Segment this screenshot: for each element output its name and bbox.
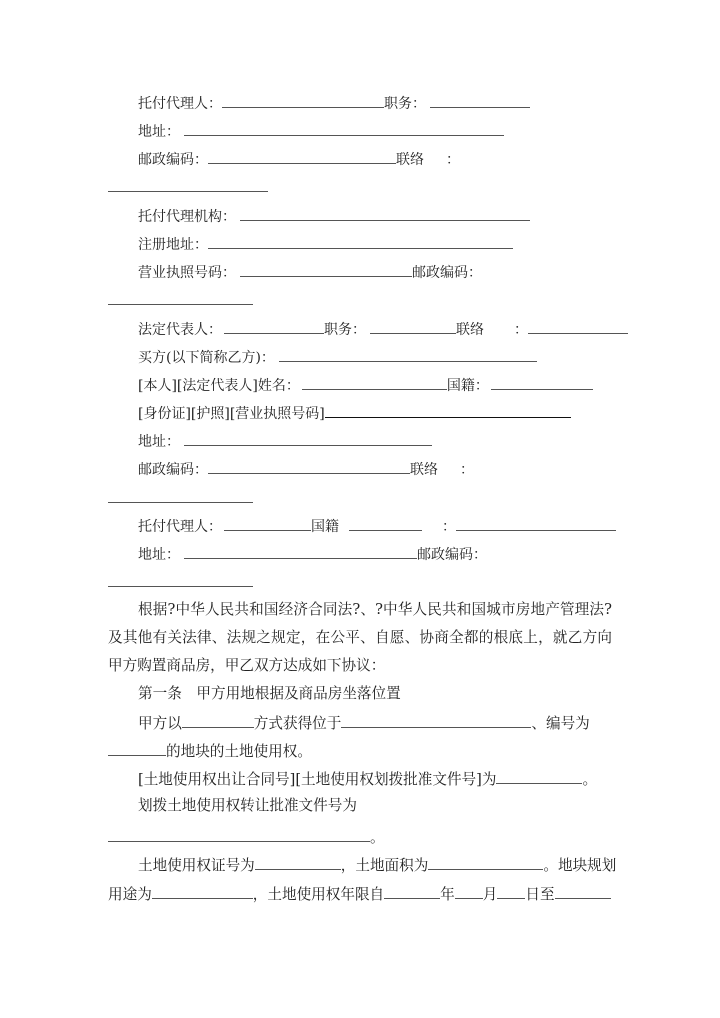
text: 年 <box>440 886 455 903</box>
colon: ： <box>442 519 456 535</box>
address-label: 地址： <box>138 124 180 140</box>
contract-number-blank[interactable] <box>496 769 582 784</box>
address-blank[interactable] <box>184 121 504 136</box>
text: 。 <box>582 771 598 788</box>
buyer-id-row <box>138 403 571 423</box>
name-label: [本人][法定代表人]姓名： <box>138 378 300 394</box>
id-blank[interactable] <box>325 403 571 418</box>
certificate-blank[interactable] <box>255 855 341 870</box>
preamble-paragraph: 根据?中华人民共和国经济合同法?、?中华人民共和国城市房地产管理法?及其他有关法律、法规之规定，在公平、自愿、协商全都的根底上，就乙方向甲方购置商品房，甲乙双方达成如下协议： <box>108 601 612 674</box>
postcode-blank[interactable] <box>108 572 253 587</box>
contact-colon: ： <box>460 462 474 478</box>
postcode-row <box>108 572 253 592</box>
nationality-label: 国籍： <box>446 378 489 394</box>
transfer-doc-blank[interactable] <box>108 827 370 842</box>
agent-label: 托付代理人： <box>138 519 222 535</box>
position-label: 职务： <box>384 96 426 112</box>
year-blank[interactable] <box>384 884 440 899</box>
contact-row <box>108 488 253 508</box>
postcode-row <box>108 290 253 310</box>
text: 用途为 <box>108 886 152 903</box>
buyer-row <box>138 347 537 367</box>
legal-rep-row <box>138 319 628 339</box>
text: 的地块的土地使用权。 <box>166 743 312 760</box>
text: 甲方以 <box>138 715 182 732</box>
article-1-title: 第一条 甲方用地根据及商品房坐落位置 <box>138 685 401 702</box>
plot-number-blank[interactable] <box>108 741 166 756</box>
postcode-label: 邮政编码： <box>417 547 487 563</box>
agency-label: 托付代理机构： <box>138 209 236 225</box>
text: 月 <box>482 886 498 903</box>
reg-address-blank[interactable] <box>208 234 513 249</box>
address-blank[interactable] <box>184 544 417 559</box>
text: 方式获得位于 <box>253 715 342 732</box>
postcode-blank[interactable] <box>208 459 410 474</box>
article-1-line-4: 划拨土地使用权转让批准文件号为 <box>138 797 357 814</box>
position-blank[interactable] <box>430 93 530 108</box>
license-blank[interactable] <box>240 262 412 277</box>
agent-blank[interactable] <box>224 516 311 531</box>
address-blank[interactable] <box>184 431 432 446</box>
contact-label: 联络 <box>410 462 438 478</box>
postcode-blank[interactable] <box>108 290 253 305</box>
buyer-address-row <box>138 431 432 451</box>
contact-colon: ： <box>446 152 460 168</box>
article-1-line-1 <box>138 713 590 733</box>
buyer-agent-address-row <box>138 544 487 564</box>
seller-agent-address-row <box>138 121 504 141</box>
text: 。 <box>370 829 385 846</box>
address-label: 地址： <box>138 434 180 450</box>
position-blank[interactable] <box>370 319 456 334</box>
day-blank[interactable] <box>497 884 525 899</box>
agent-name-blank[interactable] <box>222 93 384 108</box>
legal-rep-label: 法定代表人： <box>138 322 222 338</box>
license-label: 营业执照号码： <box>138 265 236 281</box>
seller-agent-postcode-row <box>138 149 460 169</box>
nationality-blank[interactable] <box>349 516 422 531</box>
article-1-line-5 <box>108 827 385 847</box>
postcode-blank[interactable] <box>208 149 396 164</box>
contact-blank[interactable] <box>108 488 253 503</box>
reg-address-row <box>138 234 513 254</box>
month-blank[interactable] <box>455 884 483 899</box>
usage-blank[interactable] <box>152 884 253 899</box>
contact-label: 联络 <box>396 152 424 168</box>
agent-label: 托付代理人： <box>138 96 222 112</box>
buyer-label: 买方(以下简称乙方)： <box>138 350 275 366</box>
contact-colon: ： <box>514 322 528 338</box>
address-label: 地址： <box>138 547 180 563</box>
buyer-blank[interactable] <box>279 347 537 362</box>
buyer-name-row <box>138 375 593 395</box>
nationality-label: 国籍 <box>311 519 339 535</box>
text: [土地使用权出让合同号][土地使用权划拨批准文件号]为 <box>138 771 497 788</box>
article-1-line-2 <box>108 741 312 761</box>
text: 、编号为 <box>531 715 590 732</box>
legal-rep-blank[interactable] <box>224 319 324 334</box>
agency-blank[interactable] <box>240 206 530 221</box>
text: 日至 <box>525 886 555 903</box>
method-blank[interactable] <box>182 713 254 728</box>
postcode-label: 邮政编码： <box>138 152 208 168</box>
seller-agent-row <box>138 93 530 113</box>
text: ，土地使用权年限自 <box>252 886 385 903</box>
end-date-blank[interactable] <box>555 884 611 899</box>
contact-label: 联络 <box>456 322 484 338</box>
area-blank[interactable] <box>428 855 543 870</box>
nationality-blank[interactable] <box>491 375 593 390</box>
text: ，土地面积为 <box>340 857 429 874</box>
text: 。地块规划 <box>543 857 617 874</box>
contact-blank[interactable] <box>456 516 616 531</box>
reg-address-label: 注册地址： <box>138 237 208 253</box>
article-1-line-6 <box>138 855 616 875</box>
contact-blank[interactable] <box>528 319 628 334</box>
buyer-agent-row <box>138 516 616 536</box>
agency-row <box>138 206 530 226</box>
location-blank[interactable] <box>341 713 531 728</box>
buyer-postcode-row <box>138 459 474 479</box>
article-1-line-7 <box>108 884 611 904</box>
text: 土地使用权证号为 <box>138 857 255 874</box>
contact-row <box>108 177 268 197</box>
contact-blank[interactable] <box>108 177 268 192</box>
postcode-label: 邮政编码： <box>412 265 482 281</box>
postcode-label: 邮政编码： <box>138 462 208 478</box>
name-blank[interactable] <box>302 375 447 390</box>
id-label: [身份证][护照][营业执照号码] <box>138 406 325 422</box>
license-row <box>138 262 482 282</box>
position-label: 职务： <box>324 322 366 338</box>
article-1-line-3 <box>138 769 597 789</box>
